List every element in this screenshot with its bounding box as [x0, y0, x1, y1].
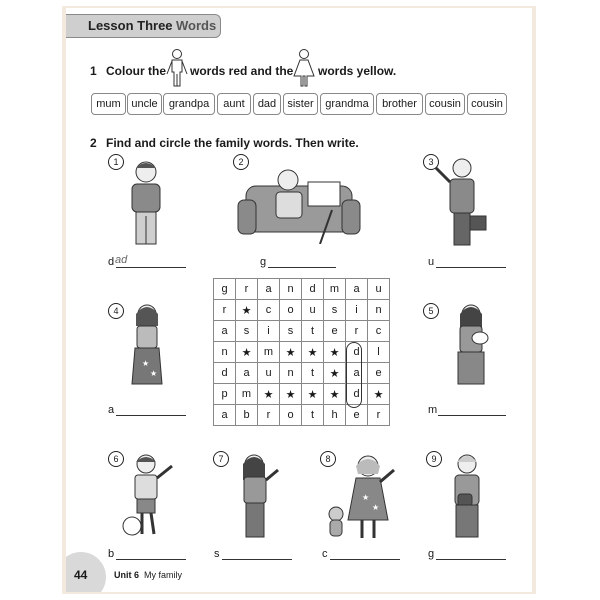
item-number: 8: [320, 451, 336, 467]
grid-cell[interactable]: ★: [236, 300, 258, 321]
circled-word-dad: [346, 342, 362, 408]
grid-cell[interactable]: r: [236, 279, 258, 300]
answer-letter: m: [428, 404, 438, 416]
item-number: 9: [426, 451, 442, 467]
grid-cell[interactable]: a: [258, 279, 280, 300]
aunt-illustration: [122, 300, 172, 396]
svg-text:★: ★: [362, 493, 370, 502]
grid-cell[interactable]: c: [258, 300, 280, 321]
grid-cell[interactable]: ★: [368, 384, 390, 405]
male-figure-icon: [166, 48, 188, 88]
page-number: 44: [74, 568, 88, 582]
word-search-grid: [213, 278, 390, 426]
grid-cell[interactable]: n: [280, 279, 302, 300]
q2-text: Find and circle the family words. Then write.: [106, 136, 359, 150]
answer-line[interactable]: [330, 559, 400, 560]
cousin-illustration: [324, 450, 404, 544]
answer-line[interactable]: [116, 415, 186, 416]
grid-cell[interactable]: d: [346, 384, 368, 405]
lesson-title: Lesson Three: [88, 18, 173, 33]
answer-letter: u: [428, 256, 435, 268]
worksheet-page: [66, 8, 532, 592]
grid-cell[interactable]: t: [302, 405, 324, 426]
grid-cell[interactable]: n: [368, 300, 390, 321]
grid-cell[interactable]: i: [258, 321, 280, 342]
grid-cell[interactable]: g: [214, 279, 236, 300]
grid-cell[interactable]: u: [302, 300, 324, 321]
answer-letter: g: [428, 548, 435, 560]
grid-cell[interactable]: s: [236, 321, 258, 342]
grid-cell[interactable]: ★: [324, 342, 346, 363]
grid-cell[interactable]: m: [258, 342, 280, 363]
grid-cell[interactable]: n: [214, 342, 236, 363]
grid-cell[interactable]: d: [214, 363, 236, 384]
grandma-illustration: [442, 450, 492, 544]
word-box: uncle: [127, 93, 162, 115]
answer-text: ad: [115, 254, 128, 266]
item-number: 1: [108, 154, 124, 170]
answer-line[interactable]: [438, 415, 506, 416]
grid-cell[interactable]: e: [324, 321, 346, 342]
grid-cell[interactable]: s: [324, 300, 346, 321]
q1-text-part1: Colour the: [106, 64, 166, 78]
answer-line[interactable]: [222, 559, 292, 560]
q2-number: 2: [90, 136, 97, 150]
word-box: grandpa: [163, 93, 215, 115]
sister-illustration: [228, 450, 284, 544]
grid-cell[interactable]: ★: [280, 384, 302, 405]
grid-cell[interactable]: t: [302, 363, 324, 384]
word-box: aunt: [217, 93, 251, 115]
item-number: 3: [423, 154, 439, 170]
answer-letter: c: [322, 548, 328, 560]
unit-label: Unit 6: [114, 570, 140, 580]
grid-cell[interactable]: ★: [280, 342, 302, 363]
item-number: 4: [108, 303, 124, 319]
grid-cell[interactable]: h: [324, 405, 346, 426]
grid-cell[interactable]: r: [258, 405, 280, 426]
answer-line[interactable]: [116, 267, 186, 268]
grid-cell[interactable]: r: [368, 405, 390, 426]
svg-text:★: ★: [372, 503, 380, 512]
word-box: sister: [283, 93, 318, 115]
item-number: 7: [213, 451, 229, 467]
grid-cell[interactable]: e: [368, 363, 390, 384]
grid-cell[interactable]: a: [214, 405, 236, 426]
grid-cell[interactable]: t: [302, 321, 324, 342]
grid-cell[interactable]: a: [214, 321, 236, 342]
q1-text-part3: words yellow.: [318, 64, 397, 78]
grid-cell[interactable]: d: [302, 279, 324, 300]
lesson-section: Words: [176, 18, 217, 33]
word-box: mum: [91, 93, 126, 115]
grid-cell[interactable]: u: [368, 279, 390, 300]
grid-cell[interactable]: ★: [324, 384, 346, 405]
grid-cell[interactable]: ★: [302, 342, 324, 363]
female-figure-icon: [292, 48, 316, 88]
answer-letter: s: [214, 548, 220, 560]
grid-cell[interactable]: r: [214, 300, 236, 321]
grid-cell[interactable]: m: [236, 384, 258, 405]
grid-cell[interactable]: l: [368, 342, 390, 363]
answer-line[interactable]: [116, 559, 186, 560]
answer-letter: d: [108, 256, 115, 268]
grid-cell[interactable]: i: [346, 300, 368, 321]
svg-text:★: ★: [150, 369, 158, 378]
grid-cell[interactable]: e: [346, 405, 368, 426]
word-box: grandma: [320, 93, 374, 115]
grid-cell[interactable]: ★: [324, 363, 346, 384]
answer-line[interactable]: [436, 267, 506, 268]
item-number: 5: [423, 303, 439, 319]
grid-cell[interactable]: s: [280, 321, 302, 342]
grid-cell[interactable]: a: [236, 363, 258, 384]
answer-letter: a: [108, 404, 115, 416]
mum-illustration: [446, 300, 496, 396]
grid-cell[interactable]: o: [280, 300, 302, 321]
unit-title: My family: [144, 570, 182, 580]
svg-text:★: ★: [142, 359, 150, 368]
word-box: cousin: [425, 93, 465, 115]
grid-cell[interactable]: u: [258, 363, 280, 384]
grid-cell[interactable]: b: [236, 405, 258, 426]
q1-text-part2: words red and the: [190, 64, 294, 78]
grid-cell[interactable]: ★: [302, 384, 324, 405]
grid-cell[interactable]: r: [346, 321, 368, 342]
brother-illustration: [120, 450, 180, 542]
grid-cell[interactable]: p: [214, 384, 236, 405]
answer-line[interactable]: [436, 559, 506, 560]
grid-cell[interactable]: a: [346, 279, 368, 300]
grid-cell[interactable]: ★: [236, 342, 258, 363]
grandpa-illustration: [236, 160, 362, 244]
uncle-illustration: [430, 154, 490, 250]
grid-cell[interactable]: a: [346, 363, 368, 384]
word-box: brother: [376, 93, 423, 115]
answer-line[interactable]: [268, 267, 336, 268]
answer-letter: b: [108, 548, 115, 560]
word-box: dad: [253, 93, 281, 115]
grid-cell[interactable]: ★: [258, 384, 280, 405]
q1-number: 1: [90, 64, 97, 78]
grid-cell[interactable]: m: [324, 279, 346, 300]
grid-cell[interactable]: n: [280, 363, 302, 384]
grid-cell[interactable]: o: [280, 405, 302, 426]
item-number: 2: [233, 154, 249, 170]
item-number: 6: [108, 451, 124, 467]
page-footer: [66, 562, 532, 592]
dad-illustration: [116, 158, 176, 250]
grid-cell[interactable]: c: [368, 321, 390, 342]
lesson-header: [66, 14, 221, 38]
grid-cell[interactable]: d: [346, 342, 368, 363]
answer-letter: g: [260, 256, 267, 268]
word-box: cousin: [467, 93, 507, 115]
